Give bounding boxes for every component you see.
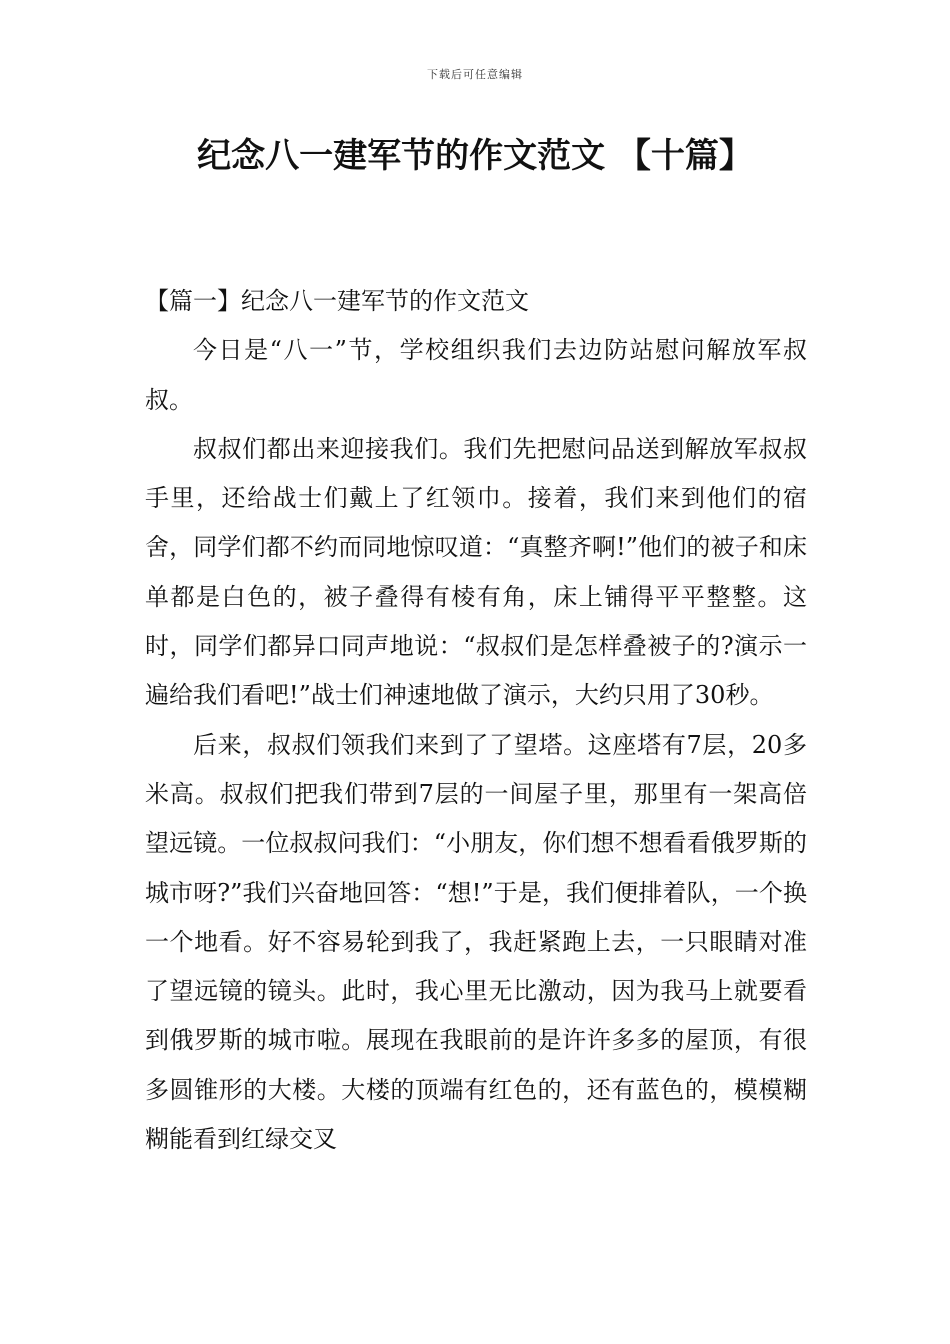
document-title: 纪念八一建军节的作文范文 【十篇】 bbox=[197, 136, 753, 176]
paragraph-3: 后来，叔叔们领我们来到了了望塔。这座塔有7层，20多米高。叔叔们把我们带到7层的一间屋子里，那里有一架高倍望远镜。一位叔叔问我们：“小朋友，你们想不想看看俄罗斯的城市呀?”我们兴奋地回答：“想!”于是，我们便排着队，一个换一个地看。好不容易轮到我了，我赶紧跑上去，一只眼睛对准了望远镜的镜头。此时，我心里无比激动，因为我马上就要看到俄罗斯的城市啦。展现在我眼前的是许许多多的屋顶，有很多圆锥形的大楼。大楼的顶端有红色的，还有蓝色的，模模糊糊能看到红绿交叉 bbox=[145, 730, 807, 1154]
header-note: 下载后可任意编辑 bbox=[427, 68, 523, 81]
document-body bbox=[145, 277, 807, 1164]
paragraph-1: 今日是“八一”节，学校组织我们去边防站慰问解放军叔叔。 bbox=[145, 336, 807, 414]
paragraph-2: 叔叔们都出来迎接我们。我们先把慰问品送到解放军叔叔手里，还给战士们戴上了红领巾。接着，我们来到他们的宿舍，同学们都不约而同地惊叹道：“真整齐啊!”他们的被子和床单都是白色的，被子叠得有棱有角，床上铺得平平整整。这时，同学们都异口同声地说：“叔叔们是怎样叠被子的?演示一遍给我们看吧!”战士们神速地做了演示，大约只用了30秒。 bbox=[145, 434, 807, 710]
section-heading: 【篇一】纪念八一建军节的作文范文 bbox=[145, 287, 529, 315]
